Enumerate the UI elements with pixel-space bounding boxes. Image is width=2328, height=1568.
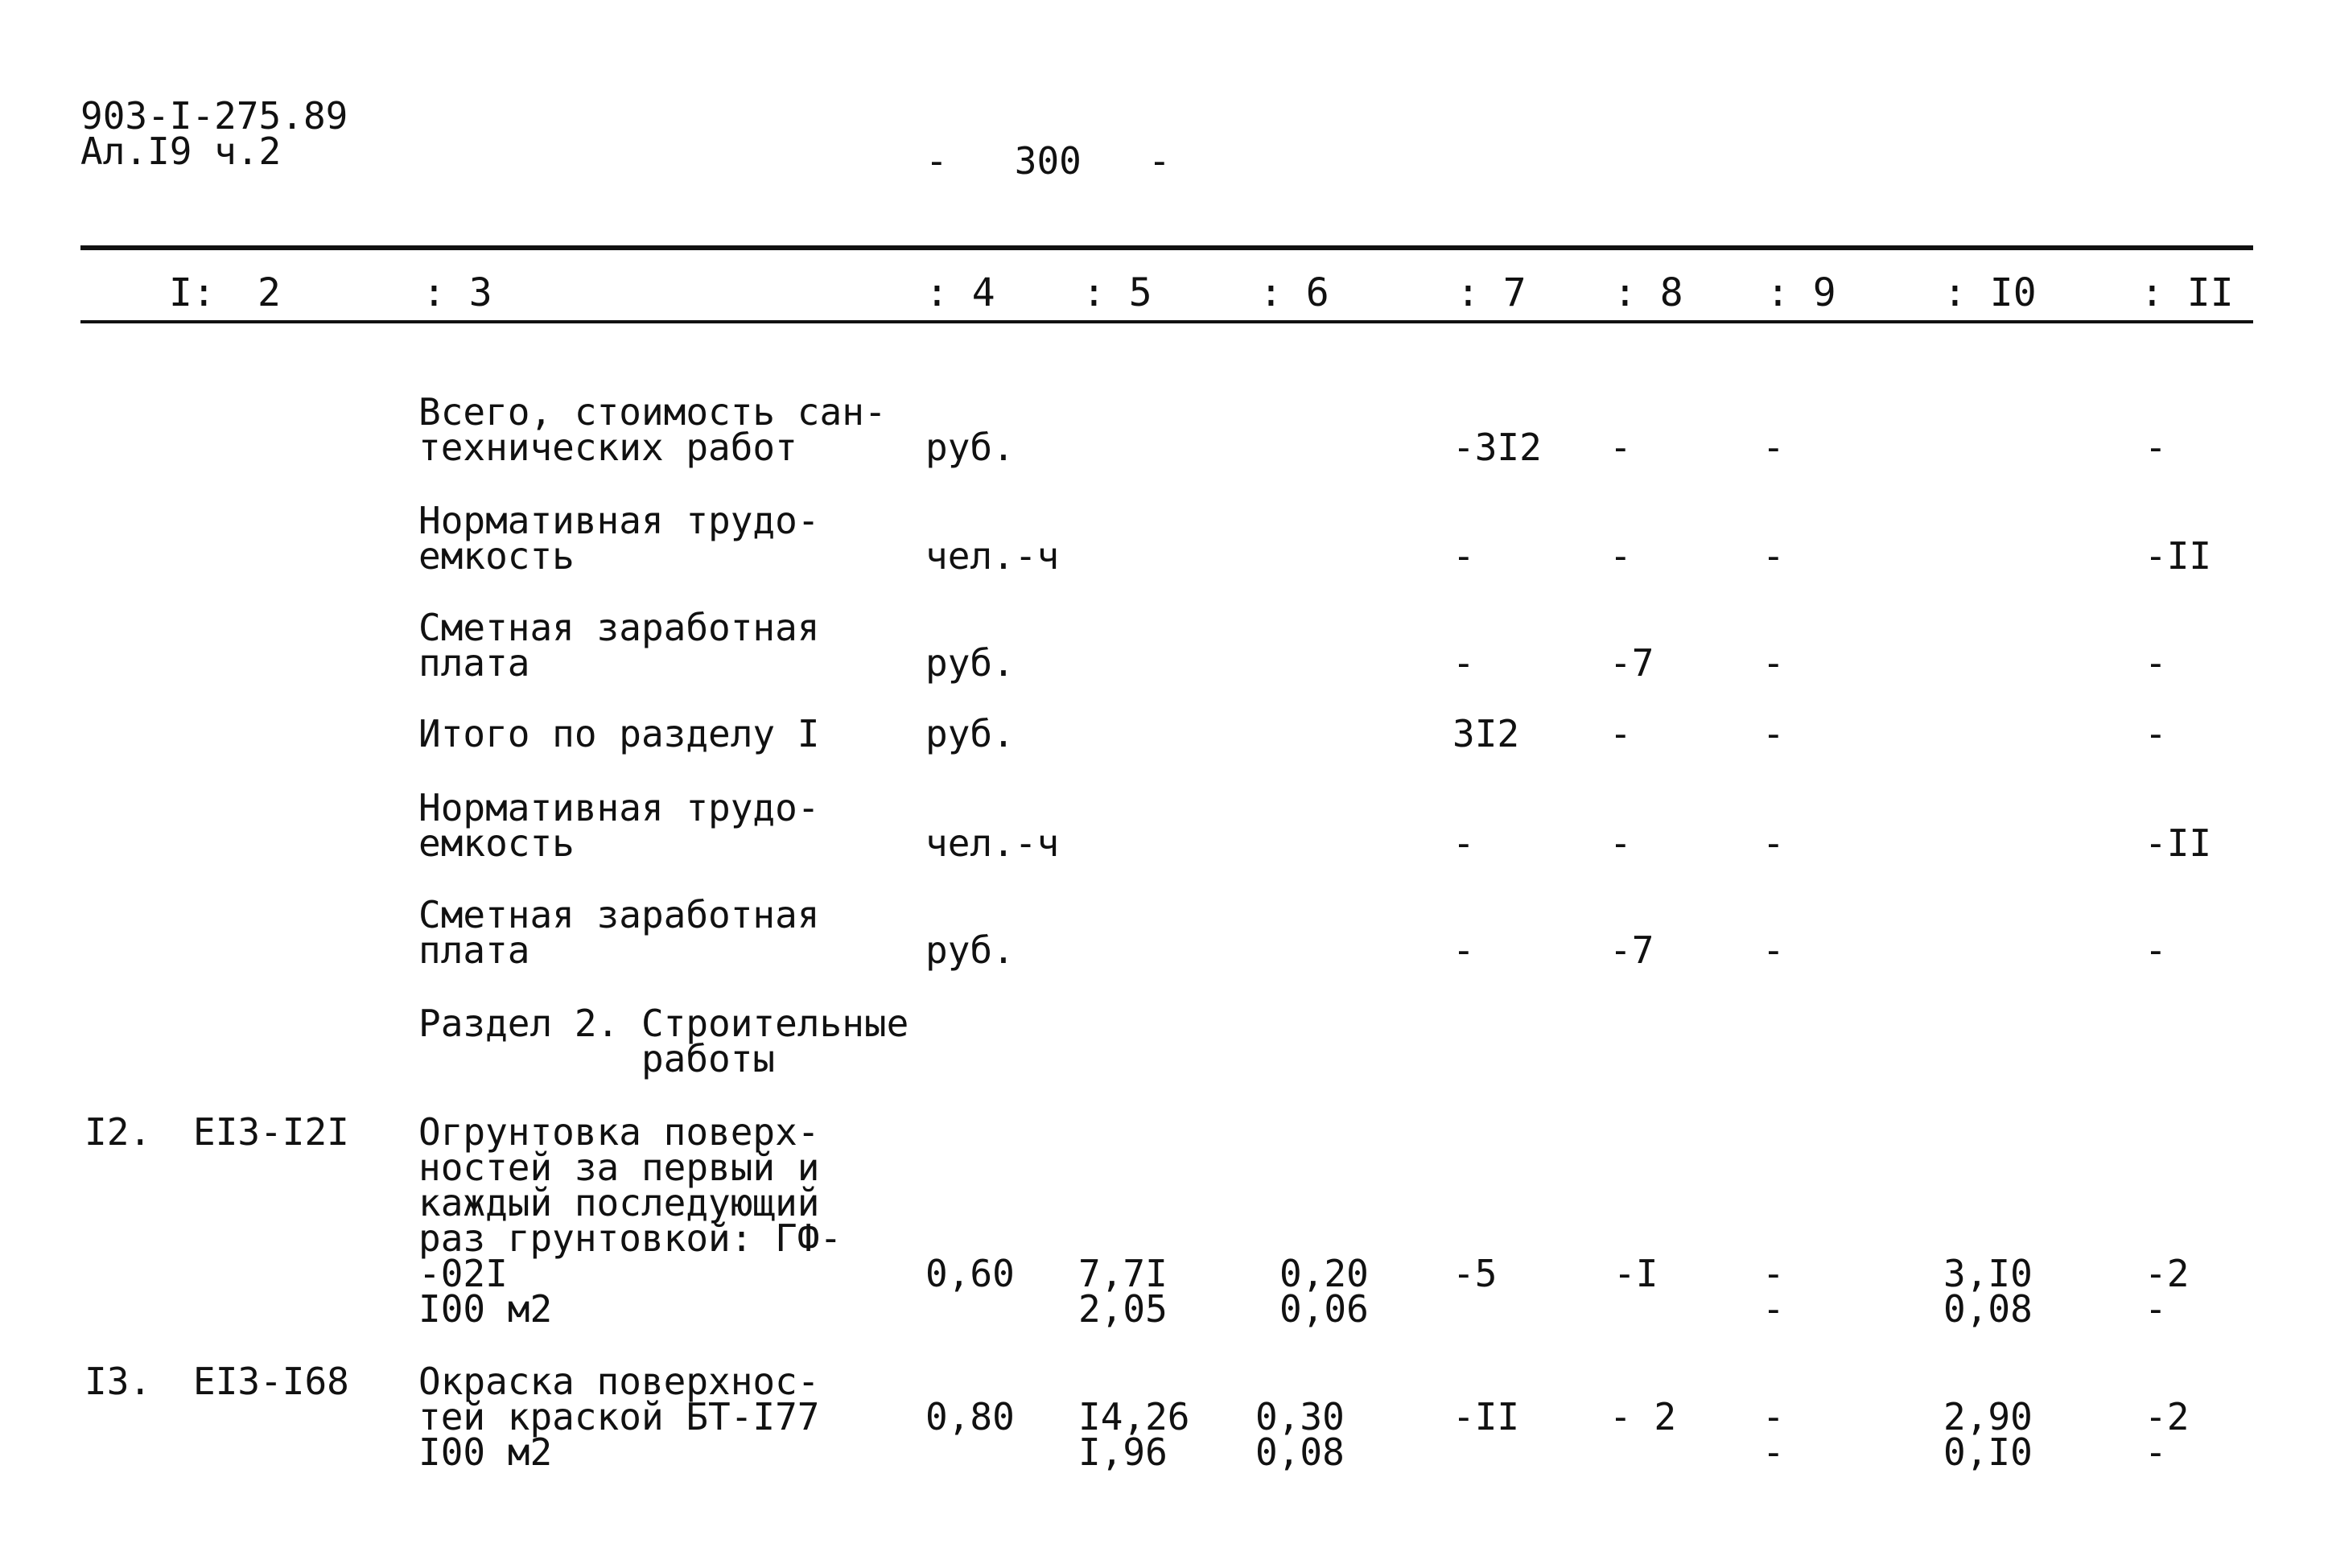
col-header-2: 2 [258, 270, 281, 315]
col-header-3: : 3 [422, 270, 492, 315]
row-col-5: 7,7I 2,05 [1078, 1252, 1168, 1331]
row-col-9: - [1762, 534, 1785, 578]
row-col-11: -II [2145, 534, 2212, 578]
row-number: I2. [84, 1110, 152, 1154]
row-col-11: - [2145, 641, 2167, 685]
row-col-9: - [1762, 712, 1785, 755]
row-col-9: - [1762, 426, 1785, 469]
row-col-11: - [2145, 928, 2167, 972]
row-col-10: 2,90 0,I0 [1943, 1395, 2033, 1474]
row-col-8: - [1609, 426, 1632, 469]
row-unit: руб. [925, 712, 1015, 755]
row-col-9: - - [1762, 1252, 1785, 1331]
row-col-9: - [1762, 821, 1785, 865]
row-col-9: - [1762, 641, 1785, 685]
row-col-8: - [1609, 821, 1632, 865]
row-description: Итого по разделу I [418, 712, 820, 755]
header-bottom-rule [80, 320, 2253, 323]
col-header-7: : 7 [1457, 270, 1527, 315]
col-header-1: I: [169, 270, 216, 315]
row-col-8: - 2 [1609, 1395, 1677, 1438]
row-col-7: - [1452, 928, 1475, 972]
row-unit: руб. [925, 426, 1015, 469]
row-col-7: -3I2 [1452, 426, 1542, 469]
code-line-1: 903-I-275.89 [80, 94, 348, 138]
row-description: Нормативная трудо- емкость [418, 499, 820, 578]
col-header-5: : 5 [1082, 270, 1152, 315]
row-unit: руб. [925, 641, 1015, 685]
section-heading: Раздел 2. Строительные работы [418, 1002, 909, 1080]
row-col-7: -5 [1452, 1252, 1498, 1295]
row-quantity: 0,80 [925, 1395, 1015, 1438]
row-col-11: - [2145, 426, 2167, 469]
row-col-10: 3,I0 0,08 [1943, 1252, 2033, 1331]
row-quantity: 0,60 [925, 1252, 1015, 1295]
row-unit: чел.-ч [925, 821, 1060, 865]
col-header-6: : 6 [1259, 270, 1329, 315]
row-col-7: - [1452, 641, 1475, 685]
row-col-7: - [1452, 821, 1475, 865]
row-col-6: 0,20 0,06 [1279, 1252, 1369, 1331]
row-col-8: - [1609, 534, 1632, 578]
row-unit: руб. [925, 928, 1015, 972]
row-col-7: - [1452, 534, 1475, 578]
row-col-8: -7 [1609, 928, 1654, 972]
col-header-4: : 4 [925, 270, 995, 315]
row-number: I3. [84, 1360, 152, 1403]
row-code: ЕI3-I68 [193, 1360, 349, 1403]
row-col-11: -2 - [2145, 1395, 2190, 1474]
row-col-8: -7 [1609, 641, 1654, 685]
row-col-8: - [1609, 712, 1632, 755]
col-header-10: : I0 [1943, 270, 2037, 315]
row-unit: чел.-ч [925, 534, 1060, 578]
header-top-rule [80, 245, 2253, 250]
col-header-8: : 8 [1613, 270, 1683, 315]
row-col-11: -II [2145, 821, 2212, 865]
row-col-8: -I [1613, 1252, 1658, 1295]
row-description: Огрунтовка поверх- ностей за первый и каждый последующий раз грунтовкой: ГФ- -02I I00 м2 [418, 1110, 843, 1331]
page-number: - 300 - [925, 139, 1171, 183]
row-description: Нормативная трудо- емкость [418, 786, 820, 865]
row-description: Окраска поверхнос- тей краской БТ-I77 I00 м2 [418, 1360, 820, 1474]
row-col-6: 0,30 0,08 [1255, 1395, 1345, 1474]
row-description: Сметная заработная плата [418, 893, 820, 972]
row-col-11: -2 - [2145, 1252, 2190, 1331]
col-header-11: : II [2141, 270, 2234, 315]
row-code: ЕI3-I2I [193, 1110, 349, 1154]
row-col-5: I4,26 I,96 [1078, 1395, 1190, 1474]
row-col-7: -II [1452, 1395, 1520, 1438]
row-description: Всего, стоимость сан- технических работ [418, 390, 887, 469]
row-col-9: - [1762, 928, 1785, 972]
code-line-2: Ал.I9 ч.2 [80, 130, 282, 173]
row-col-11: - [2145, 712, 2167, 755]
col-header-9: : 9 [1766, 270, 1836, 315]
row-col-9: - - [1762, 1395, 1785, 1474]
row-description: Сметная заработная плата [418, 606, 820, 685]
row-col-7: 3I2 [1452, 712, 1520, 755]
